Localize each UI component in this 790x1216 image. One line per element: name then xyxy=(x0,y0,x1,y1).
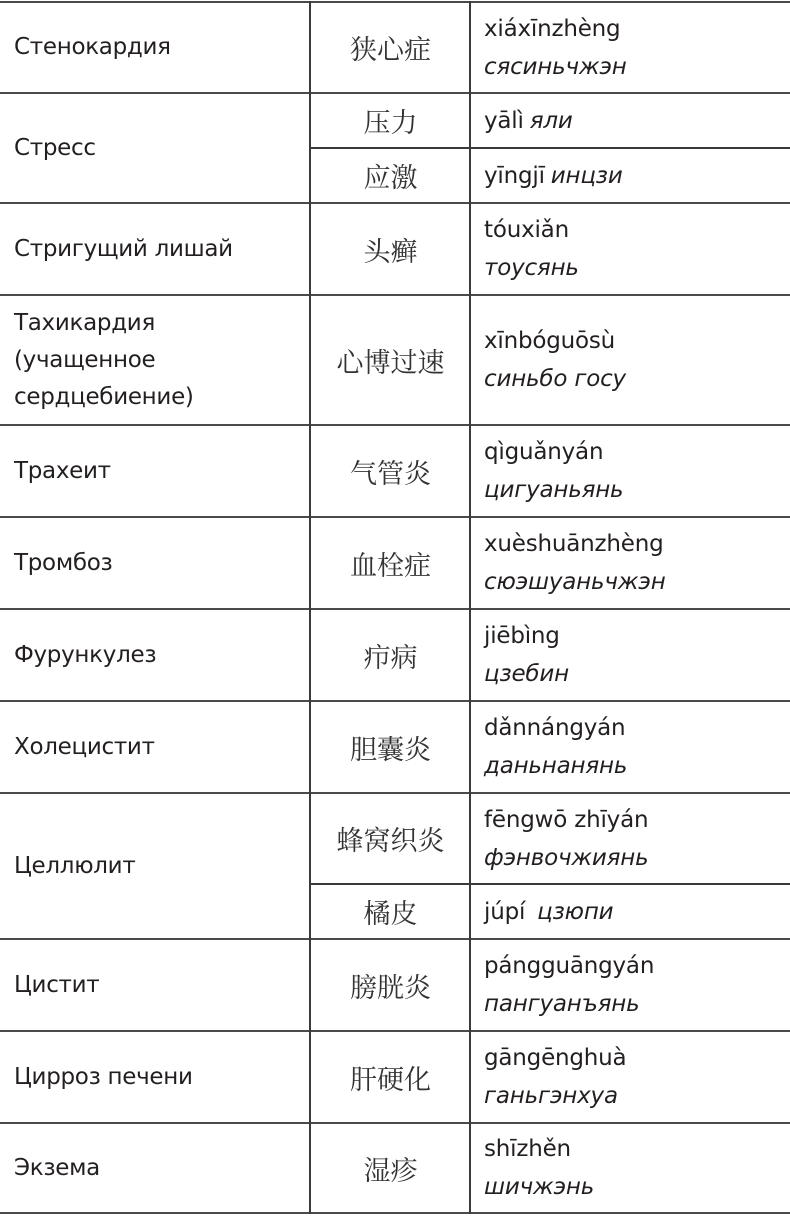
russian-term xyxy=(14,296,304,424)
chinese-term: 应激 xyxy=(363,163,418,194)
russian-term: Холецистит xyxy=(14,733,155,760)
transliteration: цзебин xyxy=(484,661,570,687)
pinyin-cell xyxy=(484,3,784,92)
russian-term: Стресс xyxy=(14,134,96,161)
pinyin: xīnbóguōsù xyxy=(484,328,616,354)
transliteration: шичжэнь xyxy=(484,1174,595,1200)
pinyin: gāngēnghuà xyxy=(484,1045,627,1071)
pinyin: júpí xyxy=(484,898,526,925)
chinese-term: 压力 xyxy=(363,108,418,139)
transliteration: инцзи xyxy=(550,162,623,189)
pinyin-cell xyxy=(484,702,784,792)
chinese-term: 血栓症 xyxy=(350,550,431,582)
pinyin-cell xyxy=(484,149,784,202)
russian-term: Фурункулез xyxy=(14,641,157,668)
chinese-term: 气管炎 xyxy=(350,458,431,490)
russian-term: Цирроз печени xyxy=(14,1063,193,1090)
transliteration: фэнвочжиянь xyxy=(484,844,649,871)
transliteration: сясиньчжэн xyxy=(484,53,627,80)
transliteration: цзюпи xyxy=(537,898,614,925)
pinyin: xiáxīnzhèng xyxy=(484,15,621,42)
pinyin: dǎnnángyán xyxy=(484,715,626,741)
pinyin-cell xyxy=(484,610,784,700)
russian-term: Целлюлит xyxy=(14,852,136,879)
chinese-term: 湿疹 xyxy=(363,1155,418,1187)
russian-term: Стенокардия xyxy=(14,34,171,60)
chinese-term: 狭心症 xyxy=(350,35,431,66)
russian-term-line: сердцебиение) xyxy=(14,383,194,410)
pinyin: tóuxiǎn xyxy=(484,217,569,243)
pinyin-cell xyxy=(484,296,784,424)
transliteration: синьбо гocу xyxy=(484,366,626,392)
pinyin-cell xyxy=(484,518,784,608)
transliteration: тоусянь xyxy=(484,255,579,281)
pinyin-cell xyxy=(484,885,784,938)
chinese-term: 肝硬化 xyxy=(350,1064,431,1096)
transliteration: пангуанъянь xyxy=(484,991,640,1017)
transliteration: сюэшуаньчжэн xyxy=(484,569,666,595)
pinyin: shīzhěn xyxy=(484,1136,571,1162)
pinyin-cell xyxy=(484,204,784,294)
pinyin-cell xyxy=(484,1124,784,1212)
pinyin: fēngwō zhīyán xyxy=(484,806,649,833)
chinese-term: 头癣 xyxy=(363,236,418,268)
chinese-term: 蜂窝织炎 xyxy=(336,826,445,857)
russian-term: Цистит xyxy=(14,971,100,998)
pinyin: yālì xyxy=(484,107,524,134)
pinyin-cell xyxy=(484,1032,784,1122)
pinyin: pángguāngyán xyxy=(484,953,655,979)
transliteration: ганьгэнхуа xyxy=(484,1083,618,1109)
pinyin-cell xyxy=(484,794,784,883)
pinyin: xuèshuānzhèng xyxy=(484,531,664,557)
chinese-term: 胆囊炎 xyxy=(350,734,431,766)
pinyin: yīngjī xyxy=(484,162,545,189)
chinese-term: 膀胱炎 xyxy=(350,972,431,1004)
russian-term: Экзема xyxy=(14,1154,100,1181)
chinese-term: 疖病 xyxy=(363,642,418,674)
pinyin-cell xyxy=(484,94,784,147)
pinyin: qìguǎnyán xyxy=(484,439,604,465)
russian-term: Трахеит xyxy=(14,457,111,484)
pinyin-cell xyxy=(484,940,784,1030)
transliteration: даньнанянь xyxy=(484,753,628,779)
pinyin: jiēbìng xyxy=(484,623,560,649)
russian-term: Тромбоз xyxy=(14,549,113,576)
pinyin-cell xyxy=(484,426,784,516)
transliteration: цигуаньянь xyxy=(484,477,624,503)
russian-term: Стригущий лишай xyxy=(14,235,233,262)
transliteration: яли xyxy=(529,107,573,134)
russian-term-line: (учащенное xyxy=(14,346,156,373)
russian-term-line: Тахикардия xyxy=(14,309,155,336)
chinese-term: 心博过速 xyxy=(336,347,445,379)
table-bottom-border xyxy=(0,1212,790,1214)
chinese-term: 橘皮 xyxy=(363,899,418,930)
